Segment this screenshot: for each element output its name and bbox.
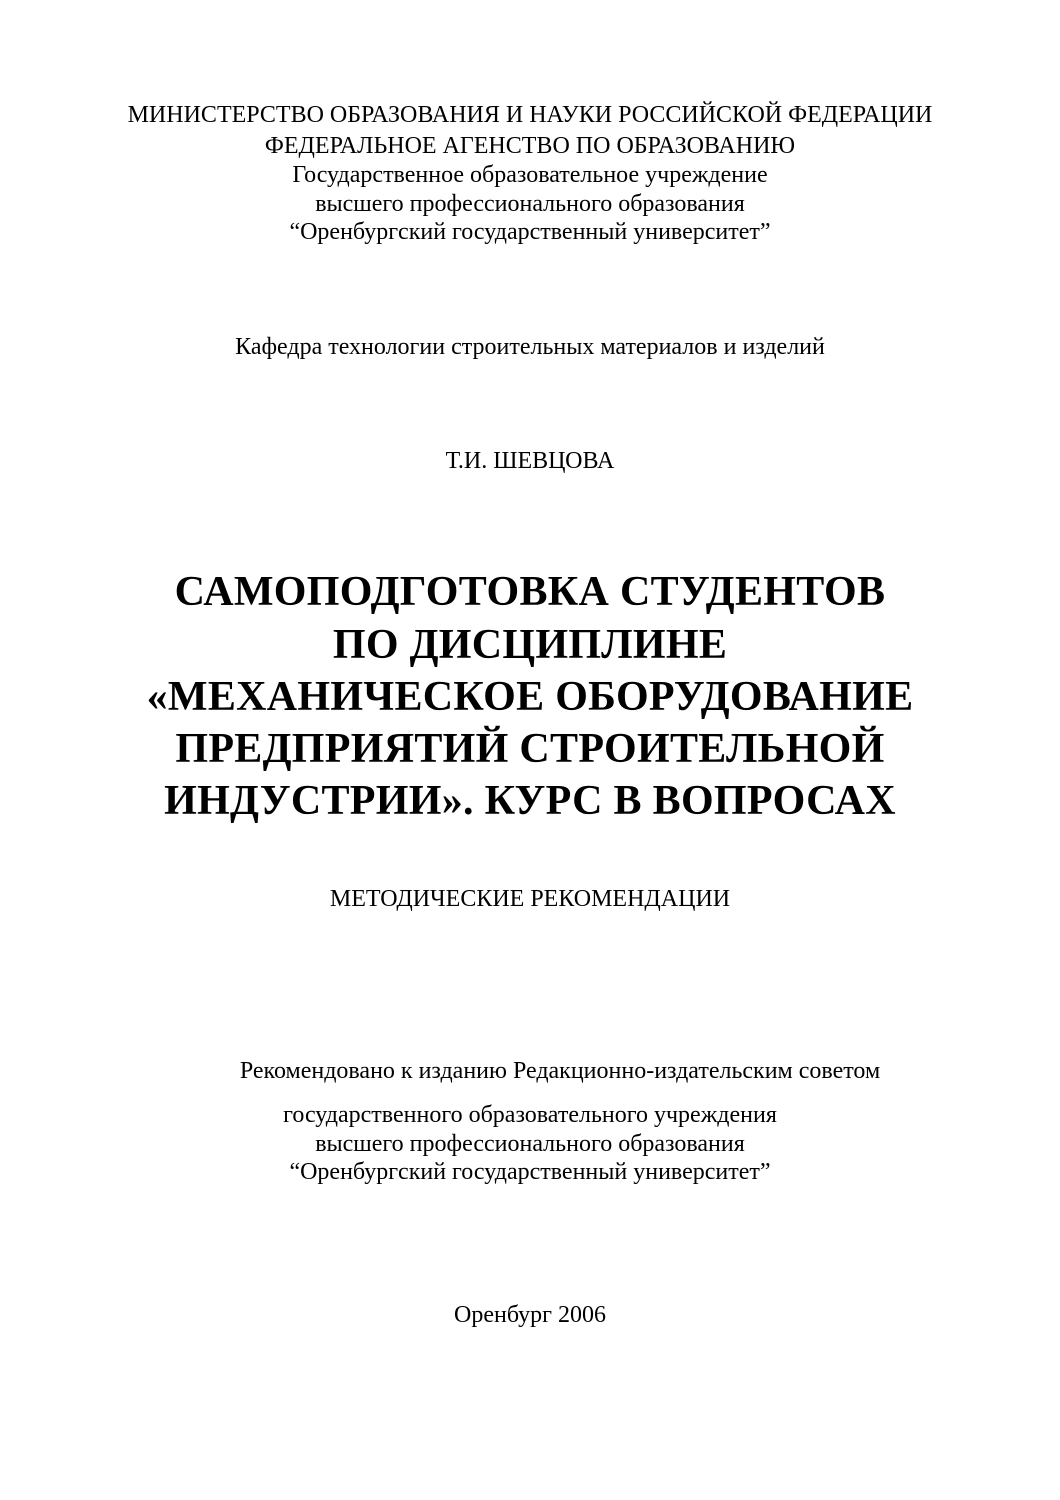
title-line-5: ИНДУСТРИИ». КУРС В ВОПРОСАХ bbox=[164, 778, 896, 824]
university-name-line: “Оренбургский государственный университет” bbox=[289, 219, 771, 245]
recommendation-line-2: государственного образовательного учреждения bbox=[283, 1102, 777, 1128]
title-line-4: ПРЕДПРИЯТИЙ СТРОИТЕЛЬНОЙ bbox=[175, 726, 885, 772]
agency-line: ФЕДЕРАЛЬНОЕ АГЕНСТВО ПО ОБРАЗОВАНИЮ bbox=[264, 133, 796, 159]
title-line-3: «МЕХАНИЧЕСКОЕ ОБОРУДОВАНИЕ bbox=[146, 674, 914, 720]
education-level-line: высшего профессионального образования bbox=[315, 191, 745, 217]
recommendation-line-4: “Оренбургский государственный университет” bbox=[289, 1159, 771, 1185]
title-line-2: ПО ДИСЦИПЛИНЕ bbox=[332, 622, 728, 668]
title-line-1: САМОПОДГОТОВКА СТУДЕНТОВ bbox=[174, 569, 886, 615]
recommendation-line-3: высшего профессионального образования bbox=[315, 1131, 745, 1157]
institution-type-line: Государственное образовательное учреждение bbox=[292, 162, 768, 188]
author-name: Т.И. ШЕВЦОВА bbox=[445, 448, 615, 474]
city-year: Оренбург 2006 bbox=[454, 1302, 606, 1328]
recommendation-line-1: Рекомендовано к изданию Редакционно-издательским советом bbox=[239, 1058, 881, 1084]
ministry-line: МИНИСТЕРСТВО ОБРАЗОВАНИЯ И НАУКИ РОССИЙСКОЙ ФЕДЕРАЦИИ bbox=[127, 102, 933, 128]
document-type-subtitle: МЕТОДИЧЕСКИЕ РЕКОМЕНДАЦИИ bbox=[329, 886, 731, 912]
department-line: Кафедра технологии строительных материалов и изделий bbox=[235, 334, 825, 360]
